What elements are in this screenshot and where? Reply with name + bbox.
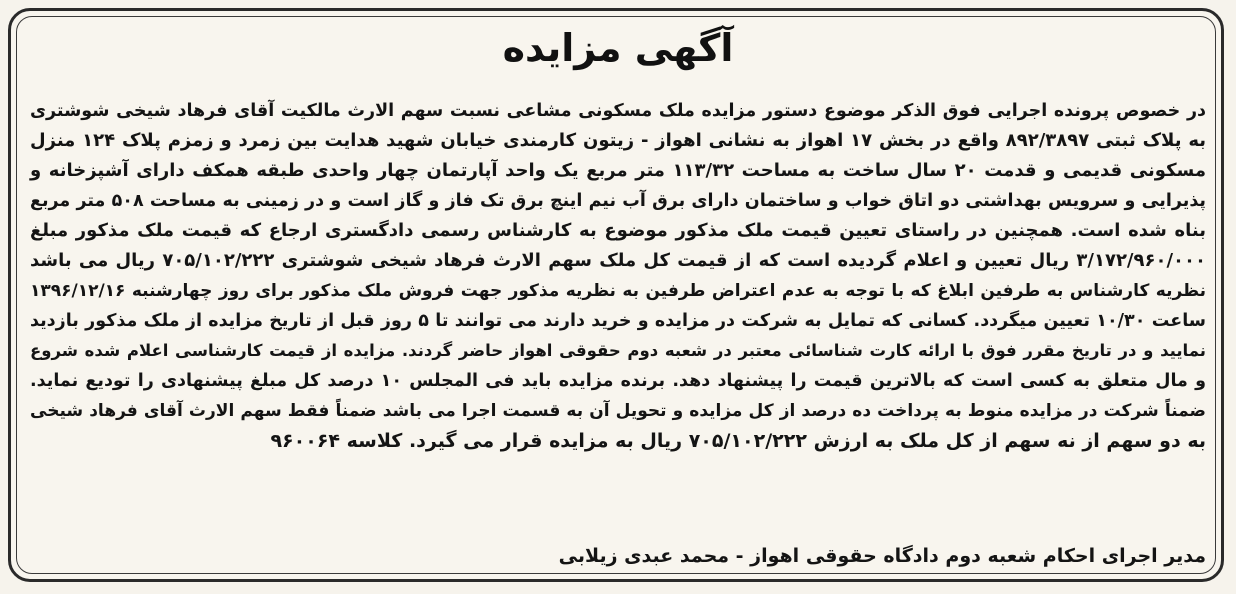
notice-signature: مدیر اجرای احکام شعبه دوم دادگاه حقوقی اهواز - محمد عبدی زیلابی <box>558 545 1206 567</box>
body-line: ۳/۱۷۲/۹۶۰/۰۰۰ ریال تعیین و اعلام گردیده است که از قیمت کل ملک سهم الارث فرهاد شیخی شوشتری ۷۰۵/۱۰۲/۲۲۲ ریال می باشد <box>30 250 1206 271</box>
body-line: پذیرایی و سرویس بهداشتی دو اتاق خواب و ساختمان دارای برق آب نیم اینچ برق تک فاز و گاز است و در زمینی به مساحت ۵۰۸ متر مربع <box>30 191 1206 211</box>
body-line: به دو سهم از نه سهم از کل ملک به ارزش ۷۰۵/۱۰۲/۲۲۲ ریال به مزایده قرار می گیرد. کلاسه ۹۶۰۰۶۴ <box>270 430 1206 452</box>
body-line: بناه شده است. همچنین در راستای تعیین قیمت ملک مذکور موضوع به کارشناس رسمی دادگستری ارجاع که قیمت ملک مذکور مبلغ <box>30 220 1206 241</box>
notice-title: آگهی مزایده <box>502 26 734 70</box>
body-line: مسکونی قدیمی و قدمت ۲۰ سال ساخت به مساحت ۱۱۳/۳۲ متر مربع یک واحد آپارتمان چهار واحدی طبقه همکف دارای آشپزخانه و <box>30 160 1206 181</box>
body-line: ساعت ۱۰/۳۰ تعیین میگردد. کسانی که تمایل به شرکت در مزایده و خرید دارند می توانند تا ۵ روز قبل از تاریخ مزایده از ملک مذکور بازدید <box>30 311 1206 331</box>
body-line: به پلاک ثبتی ۸۹۲/۳۸۹۷ واقع در بخش ۱۷ اهواز به نشانی اهواز - زیتون کارمندی خیابان شهید هدایت بین زمرد و زمزم پلاک ۱۲۴ منزل <box>30 130 1206 151</box>
body-line: نظریه کارشناس به طرفین ابلاغ که با توجه به عدم اعتراض طرفین به نظریه مذکور جهت فروش ملک مذکور برای روز چهارشنبه ۱۳۹۶/۱۲/۱۶ <box>30 281 1206 301</box>
body-line: نمایید و در تاریخ مقرر فوق با ارائه کارت شناسائی معتبر در شعبه دوم حقوقی اهواز حاضر گردند. مزایده از قیمت کارشناسی اعلام شده شروع <box>30 341 1206 360</box>
body-line: و مال متعلق به کسی است که بالاترین قیمت را پیشنهاد دهد. برنده مزایده باید فی المجلس ۱۰ درصد کل مبلغ پیشنهادی را تودیع نماید. <box>30 371 1206 391</box>
body-line: ضمناً شرکت در مزایده منوط به پرداخت ده درصد از کل مزایده و تحویل آن به قسمت اجرا می باشد ضمناً فقط سهم الارث آقای فرهاد شیخی <box>30 401 1206 421</box>
notice-body <box>30 96 1206 456</box>
body-line: در خصوص پرونده اجرایی فوق الذکر موضوع دستور مزایده ملک مسکونی مشاعی نسبت سهم الارث مالکیت آقای فرهاد شیخی شوشتری <box>30 101 1206 121</box>
